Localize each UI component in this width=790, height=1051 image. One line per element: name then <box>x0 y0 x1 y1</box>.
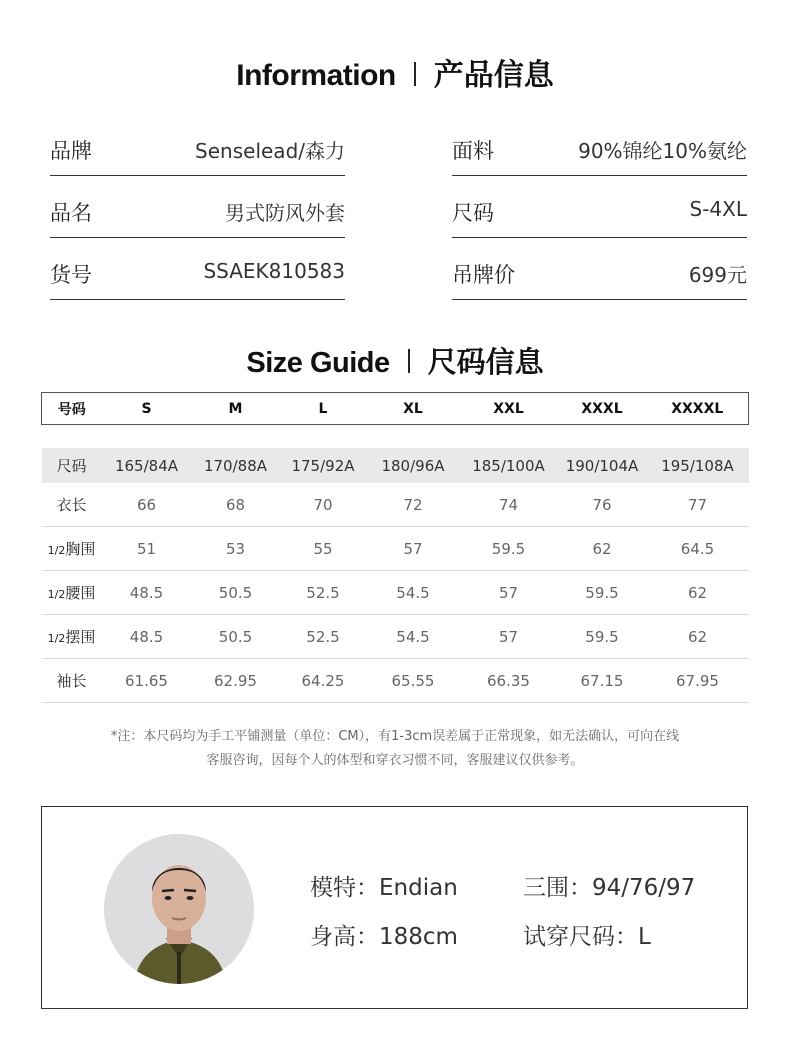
size-value-cell: 180/96A <box>367 448 460 483</box>
size-value-cell: 67.15 <box>558 659 647 703</box>
size-value-cell: 64.25 <box>280 659 367 703</box>
info-row-fabric <box>452 115 747 176</box>
size-value-cell: 66 <box>102 483 192 527</box>
info-key: 面料 <box>452 139 494 163</box>
size-header-cell: XXXXL <box>647 393 749 425</box>
size-value-cell: 74 <box>460 483 558 527</box>
model-portrait-icon <box>104 834 254 984</box>
size-header-cell: XXL <box>460 393 558 425</box>
half-prefix: 1/2 <box>47 588 66 601</box>
spacer-cell <box>42 425 749 449</box>
info-value: Senselead/森力 <box>195 139 345 163</box>
size-header-cell: XL <box>367 393 460 425</box>
size-value-cell: 70 <box>280 483 367 527</box>
size-value-cell: 185/100A <box>460 448 558 483</box>
measurement-label: 袖长 <box>56 672 87 690</box>
model-measurements: 三围：94/76/97 <box>523 875 696 901</box>
size-value-cell: 59.5 <box>460 527 558 571</box>
size-value-cell: 72 <box>367 483 460 527</box>
size-value-cell: 55 <box>280 527 367 571</box>
size-value-cell: 62 <box>647 615 749 659</box>
measurement-label: 摆围 <box>65 628 96 646</box>
info-row-size-range <box>452 177 747 238</box>
model-trial-size: 试穿尺码：L <box>523 924 651 950</box>
size-guide-title-zh: 尺码信息 <box>427 345 544 379</box>
info-value: 男式防风外套 <box>225 201 345 225</box>
info-key: 品牌 <box>50 139 92 163</box>
info-row-tag-price <box>452 239 747 300</box>
size-guide-title-en: Size Guide <box>246 347 390 379</box>
info-value: SSAEK810583 <box>203 259 345 283</box>
info-right-column <box>452 115 747 301</box>
info-value: S-4XL <box>689 197 747 221</box>
model-height: 身高：188cm <box>310 924 458 950</box>
size-header-cell: 号码 <box>42 393 102 425</box>
size-value-cell: 59.5 <box>558 571 647 615</box>
size-table-row <box>42 483 749 527</box>
model-name: 模特：Endian <box>310 875 458 901</box>
size-row-label <box>42 571 102 615</box>
size-row-label: 尺码 <box>42 448 102 483</box>
size-table-row <box>42 659 749 703</box>
size-table-row <box>42 527 749 571</box>
info-value: 90%锦纶10%氨纶 <box>578 139 747 163</box>
size-value-cell: 190/104A <box>558 448 647 483</box>
size-value-cell: 66.35 <box>460 659 558 703</box>
size-value-cell: 62 <box>558 527 647 571</box>
half-prefix: 1/2 <box>47 632 66 645</box>
info-value: 699元 <box>688 263 747 287</box>
size-value-cell: 61.65 <box>102 659 192 703</box>
info-row-brand <box>50 115 345 176</box>
measurement-note-line2: 客服咨询，因每个人的体型和穿衣习惯不同，客服建议仅供参考。 <box>206 753 584 768</box>
size-value-cell: 51 <box>102 527 192 571</box>
size-table-header <box>42 393 749 425</box>
size-table-row <box>42 571 749 615</box>
measurement-note-line1: *注：本尺码均为手工平铺测量（单位：CM），有1-3cm误差属于正常现象，如无法确认，可向在线 <box>110 729 680 744</box>
info-row-item-number <box>50 239 345 300</box>
info-left-column <box>50 115 345 301</box>
size-value-cell: 59.5 <box>558 615 647 659</box>
size-guide-title <box>0 340 790 381</box>
size-row-label <box>42 483 102 527</box>
size-value-cell: 50.5 <box>192 571 280 615</box>
size-value-cell: 57 <box>460 615 558 659</box>
size-row-label <box>42 615 102 659</box>
size-value-cell: 48.5 <box>102 615 192 659</box>
size-value-cell: 48.5 <box>102 571 192 615</box>
size-value-cell: 62 <box>647 571 749 615</box>
size-header-cell: S <box>102 393 192 425</box>
model-info-card <box>41 806 748 1009</box>
half-prefix: 1/2 <box>47 544 66 557</box>
size-value-cell: 67.95 <box>647 659 749 703</box>
size-value-cell: 52.5 <box>280 571 367 615</box>
size-header-cell: L <box>280 393 367 425</box>
size-table-spec-row <box>42 448 749 483</box>
measurement-label: 衣长 <box>56 496 87 514</box>
info-key: 品名 <box>50 201 92 225</box>
size-row-label <box>42 527 102 571</box>
size-value-cell: 175/92A <box>280 448 367 483</box>
size-table-row <box>42 615 749 659</box>
measurement-label: 胸围 <box>65 540 96 558</box>
size-value-cell: 77 <box>647 483 749 527</box>
size-value-cell: 62.95 <box>192 659 280 703</box>
size-value-cell: 53 <box>192 527 280 571</box>
model-avatar <box>104 834 254 984</box>
size-header-cell: XXXL <box>558 393 647 425</box>
size-value-cell: 52.5 <box>280 615 367 659</box>
size-header-cell: M <box>192 393 280 425</box>
size-value-cell: 76 <box>558 483 647 527</box>
size-table <box>41 392 749 703</box>
size-value-cell: 50.5 <box>192 615 280 659</box>
measurement-label: 腰围 <box>65 584 96 602</box>
size-value-cell: 68 <box>192 483 280 527</box>
size-value-cell: 54.5 <box>367 571 460 615</box>
size-value-cell: 165/84A <box>102 448 192 483</box>
size-value-cell: 195/108A <box>647 448 749 483</box>
information-title <box>0 50 790 94</box>
size-row-label <box>42 659 102 703</box>
size-value-cell: 54.5 <box>367 615 460 659</box>
information-title-zh: 产品信息 <box>433 58 554 93</box>
info-row-product-name <box>50 177 345 238</box>
title-divider <box>408 349 410 373</box>
size-table-spacer <box>42 425 749 449</box>
size-value-cell: 64.5 <box>647 527 749 571</box>
info-key: 货号 <box>50 263 92 287</box>
title-divider <box>414 62 416 86</box>
size-value-cell: 170/88A <box>192 448 280 483</box>
information-title-en: Information <box>236 59 396 92</box>
info-key: 吊牌价 <box>452 263 515 287</box>
size-value-cell: 65.55 <box>367 659 460 703</box>
info-key: 尺码 <box>452 201 494 225</box>
size-value-cell: 57 <box>460 571 558 615</box>
size-value-cell: 57 <box>367 527 460 571</box>
